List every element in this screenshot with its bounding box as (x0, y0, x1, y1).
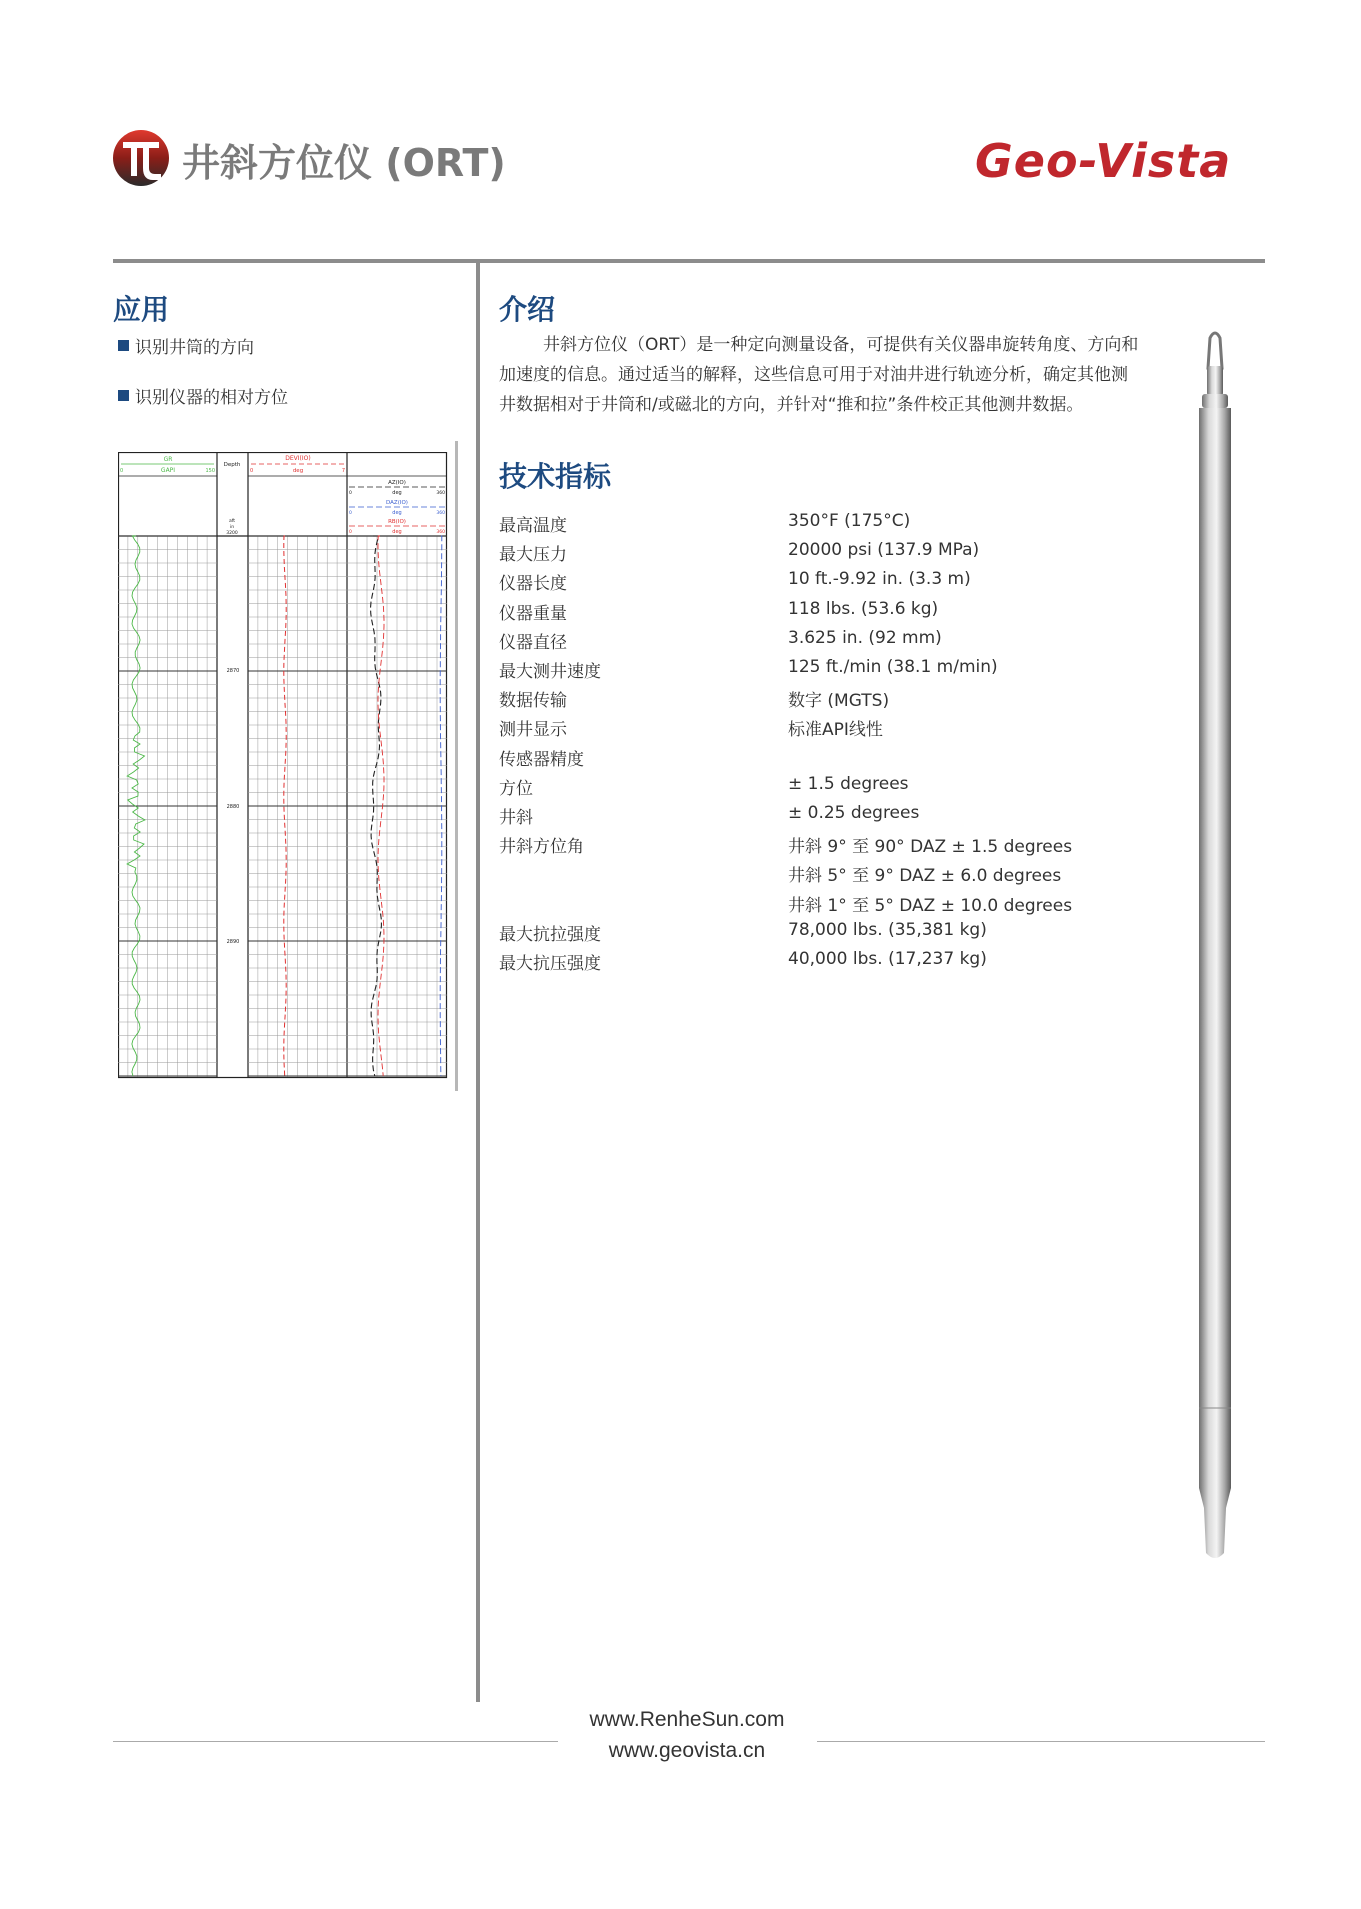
footer-line-left (113, 1741, 558, 1742)
spec-value: 10 ft.-9.92 in. (3.3 m) (788, 569, 971, 590)
devi-left-scale: 0 (250, 468, 254, 474)
depth-tick-label: 2870 (226, 668, 240, 674)
chart-side-rule (455, 441, 458, 1091)
spec-value: 标准API线性 (788, 720, 883, 741)
depth-unit-line: aft (228, 519, 236, 524)
spec-key: 仪器重量 (499, 603, 567, 624)
spec-row (499, 511, 1119, 540)
applications-heading: 应用 (113, 293, 170, 326)
ort-tool-image (1190, 328, 1240, 1563)
gr-left-scale: 0 (120, 468, 124, 474)
spec-row (499, 599, 1119, 628)
spec-value: ± 0.25 degrees (788, 803, 920, 823)
spec-row (499, 657, 1119, 686)
spec-value: 125 ft./min (38.1 m/min) (788, 657, 998, 677)
spec-value: 3.625 in. (92 mm) (788, 627, 942, 648)
daz-left-scale: 0 (349, 511, 352, 516)
spec-row (499, 540, 1119, 569)
rb-curve-label: RB(IO) (388, 519, 406, 525)
spec-row (499, 949, 1119, 978)
spec-value: 井斜 1° 至 5° DAZ ± 10.0 degrees (788, 895, 1073, 916)
devi-unit-label: deg (292, 468, 304, 474)
daz-unit-label: deg (392, 510, 402, 516)
spec-key: 测井显示 (499, 720, 567, 741)
spec-value: 20000 psi (137.9 MPa) (788, 540, 980, 561)
spec-key: 井斜 (499, 808, 533, 828)
footer-url-geovista[interactable]: www.geovista.cn (608, 1739, 766, 1762)
spec-key: 最大测井速度 (499, 662, 601, 682)
daz-curve-label: DAZ(IO) (386, 500, 408, 506)
spec-row (499, 745, 1119, 774)
depth-tick-label: 2890 (226, 939, 240, 945)
spec-row (499, 628, 1119, 657)
spec-row (499, 686, 1119, 715)
spec-row (499, 569, 1119, 598)
introduction-text: 井斜方位仪（ORT）是一种定向测量设备，可提供有关仪器串旋转角度、方向和加速度的信息。通过适当的解释，这些信息可用于对油井进行轨迹分析，确定其他测井数据相对于井筒和/或磁北的方向，并针对“推和拉”条件校正其他测井数据。 (499, 335, 1139, 415)
spec-key: 最大压力 (499, 545, 567, 566)
rb-left-scale: 0 (349, 530, 352, 535)
spec-row (499, 920, 1119, 949)
spec-key: 方位 (499, 778, 533, 799)
spec-value: 数字 (MGTS) (788, 691, 890, 712)
gr-right-scale: 150 (205, 468, 215, 474)
bullet-square-icon (118, 390, 129, 401)
rb-unit-label: deg (392, 529, 402, 535)
spec-row (499, 891, 1119, 920)
brand-logo: Geo-Vista (975, 134, 1232, 188)
depth-unit-line: 3200 (226, 531, 238, 536)
daz-right-scale: 360 (436, 511, 445, 516)
column-divider (476, 262, 480, 1702)
page-title: 井斜方位仪 (ORT) (182, 141, 506, 185)
spec-key: 井斜方位角 (499, 837, 584, 858)
spec-row (499, 832, 1119, 861)
spec-value: 350°F (175°C) (788, 511, 911, 531)
depth-label: Depth (223, 462, 241, 468)
spec-value: 78,000 lbs. (35,381 kg) (788, 919, 987, 940)
spec-key: 最高温度 (499, 516, 567, 536)
az-right-scale: 360 (436, 491, 445, 496)
spec-key: 仪器直径 (499, 632, 567, 653)
spec-value: 井斜 9° 至 90° DAZ ± 1.5 degrees (788, 837, 1073, 858)
spec-key: 仪器长度 (499, 574, 567, 595)
gr-unit-label: GAPI (160, 467, 176, 474)
spec-value: 118 lbs. (53.6 kg) (788, 598, 939, 619)
spec-row (499, 715, 1119, 744)
spec-value: ± 1.5 degrees (788, 773, 909, 794)
footer-url-renhesun[interactable]: www.RenheSun.com (589, 1708, 785, 1731)
devi-right-scale: 7 (341, 468, 345, 474)
well-log-chart (118, 452, 448, 1082)
application-text: 识别仪器的相对方位 (135, 388, 288, 408)
spec-key: 数据传输 (499, 691, 567, 712)
bullet-square-icon (118, 340, 129, 351)
specs-heading: 技术指标 (499, 460, 612, 493)
rb-right-scale: 360 (436, 530, 445, 535)
introduction-heading: 介绍 (499, 293, 556, 326)
devi-curve-label: DEVI(IO) (285, 455, 311, 462)
application-item (118, 333, 254, 358)
spec-row (499, 803, 1119, 832)
company-logo (113, 128, 169, 188)
spec-key: 传感器精度 (499, 749, 584, 770)
az-left-scale: 0 (349, 491, 352, 496)
spec-value: 40,000 lbs. (17,237 kg) (788, 949, 987, 969)
spec-key: 最大抗拉强度 (499, 924, 601, 945)
header-divider (113, 259, 1265, 263)
spec-row (499, 861, 1119, 890)
az-curve-label: AZ(IO) (388, 480, 406, 486)
spec-value: 井斜 5° 至 9° DAZ ± 6.0 degrees (788, 866, 1062, 887)
az-unit-label: deg (392, 490, 402, 496)
spec-row (499, 774, 1119, 803)
gr-curve-label: GR (163, 456, 173, 463)
spec-key: 最大抗压强度 (499, 954, 601, 974)
footer-line-right (817, 1741, 1265, 1742)
application-text: 识别井筒的方向 (135, 338, 254, 358)
depth-unit-line: in (229, 525, 235, 530)
depth-tick-label: 2880 (226, 804, 240, 810)
application-item (118, 383, 288, 408)
